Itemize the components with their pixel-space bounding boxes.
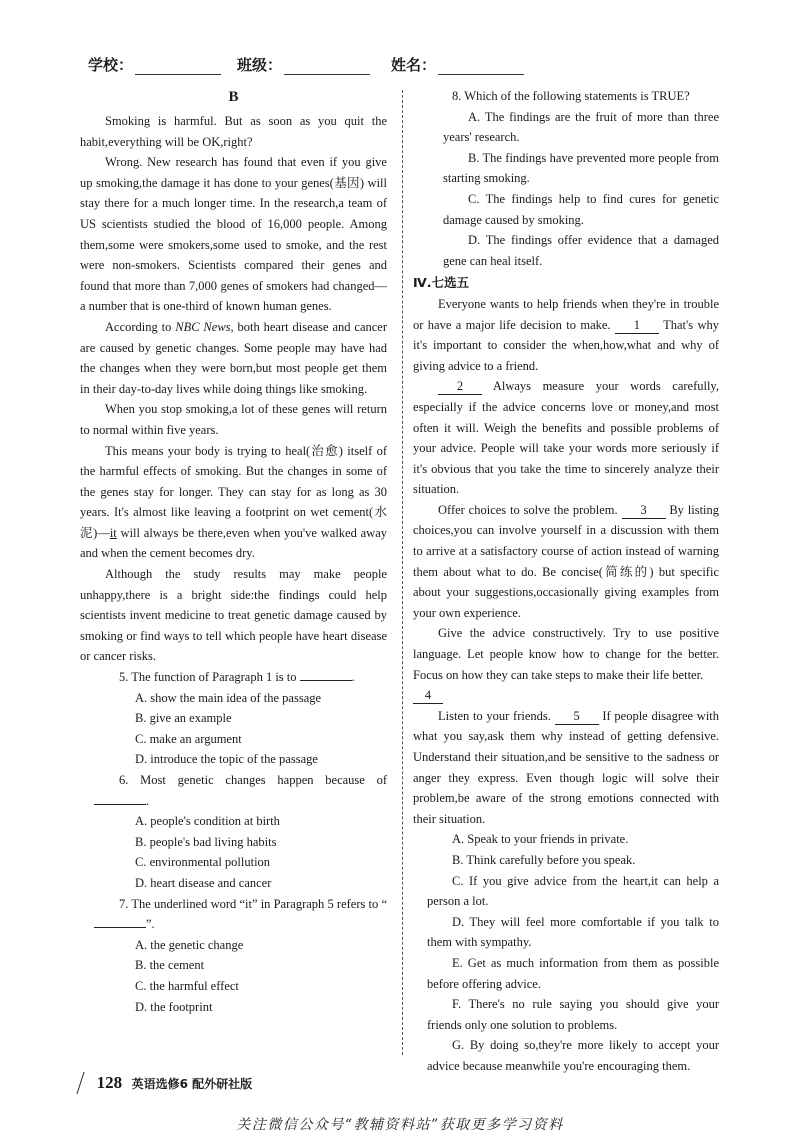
name-field [391, 54, 524, 75]
choice-d: D. They will feel more comfortable if you talk to them with sympathy. [427, 914, 719, 950]
news-source: NBC News [175, 319, 231, 334]
answer-blank [94, 915, 146, 928]
passage-paragraph-5 [80, 441, 387, 565]
passage-paragraph-1: Smoking is harmful. But as soon as you quit the habit,everything will be OK,right? [80, 114, 387, 149]
underlined-word-it: it [109, 525, 117, 540]
class-label: 班级： [237, 56, 283, 74]
option-a: A. show the main idea of the passage [135, 690, 322, 705]
school-label: 学校： [88, 56, 134, 74]
option-a: A. people's condition at birth [135, 814, 280, 829]
question-stem: 8. Which of the following statements is TRUE? [452, 89, 690, 103]
option-c: C. The findings help to find cures for genetic damage caused by smoking. [443, 191, 719, 227]
stem-tail: ”. [146, 917, 155, 932]
student-info-header [88, 54, 740, 78]
name-blank [438, 60, 524, 75]
stem-tail: . [351, 670, 355, 685]
answer-blank [300, 668, 352, 681]
option-c: C. make an argument [135, 731, 242, 746]
cloze-blank-1: 1 [615, 317, 659, 334]
choice-a: A. Speak to your friends in private. [452, 832, 629, 847]
cloze-paragraph-1 [413, 294, 719, 376]
option-d: D. the footprint [135, 999, 213, 1014]
option-b: B. the cement [135, 958, 205, 973]
book-title: 英语选修6 配外研社版 [131, 1076, 253, 1091]
cloze-blank-2: 2 [438, 378, 482, 395]
section-heading: Ⅳ.七选五 [413, 275, 469, 291]
class-blank [284, 60, 370, 75]
option-b: B. The findings have prevented more people from starting smoking. [443, 150, 719, 186]
p3-text-rest: By listing choices,you can involve yourself in a discussion with them to arrive at a satisfactory course of action instead of warning them about what to do. Be concise(简练的) but specific about your suggestions,occasionally giving examples from your own experience. [413, 502, 720, 620]
p5-text: This means your body is trying to heal(治愈) itself of the harmful effects of smoking. But the changes in some of the genes stay for longer. They can stay for as long as 30 years. It's almost like leaving a footprint on wet cement(水泥)— [80, 443, 387, 540]
page-number: 128 [96, 1073, 123, 1092]
cloze-blank-4: 4 [413, 687, 443, 704]
option-d: D. heart disease and cancer [135, 875, 272, 890]
choice-g: G. By doing so,they're more likely to accept your advice because meanwhile you're encouraging them. [427, 1038, 719, 1073]
stem-text: 5. The function of Paragraph 1 is to [119, 670, 297, 685]
option-c: C. the harmful effect [135, 978, 239, 993]
school-field [88, 54, 221, 75]
question-stem [80, 667, 387, 688]
option-d: D. introduce the topic of the passage [135, 752, 318, 767]
p4-text: Give the advice constructively. Try to use positive language. Let people know how to change for the better. Focus on how they can take steps to make their life better. [413, 626, 719, 682]
answer-blank [94, 792, 146, 805]
stem-text: 7. The underlined word “it” in Paragraph 5 refers to “ [119, 896, 387, 911]
question-5 [80, 667, 387, 770]
p5-text-rest: will always be there,even when you've walked away and when the cement becomes dry. [80, 525, 387, 561]
choice-c: C. If you give advice from the heart,it can help a person a lot. [427, 873, 719, 909]
p3-text-rest: , both heart disease and cancer are caused by genetic changes. Some people may have had the changes when they were born,but most people get them in their day-to-day lives while doing things like smoking. [80, 319, 387, 396]
right-column [413, 86, 719, 1077]
watermark-text: 关注微信公众号“教辅资料站”获取更多学习资料 [236, 1117, 564, 1133]
question-stem [80, 894, 387, 935]
choice-b: B. Think carefully before you speak. [452, 852, 636, 867]
choice-e: E. Get as much information from them as possible before offering advice. [427, 955, 719, 991]
p3-text: According to [105, 319, 176, 334]
question-6 [80, 770, 387, 894]
cloze-paragraph-5 [413, 706, 719, 830]
question-7 [80, 894, 387, 1018]
cloze-paragraph-4 [413, 623, 719, 685]
option-c: C. environmental pollution [135, 855, 271, 870]
school-blank [135, 60, 221, 75]
p5-text: Listen to your friends. [438, 708, 551, 723]
name-label: 姓名： [391, 56, 437, 74]
cloze-paragraph-3 [413, 500, 719, 624]
class-field [237, 54, 370, 75]
choice-f: F. There's no rule saying you should give your friends only one solution to problems. [427, 997, 719, 1032]
cloze-blank-3: 3 [622, 502, 666, 519]
column-divider [402, 90, 403, 1055]
stem-tail: . [146, 793, 150, 808]
passage-paragraph-6: Although the study results may make people unhappy,there is a bright side:the findings could help scientists invent medicine to treat genetic damage caused by smoking or find ways to tell which people have heart disease or cancer risks. [80, 567, 387, 664]
passage-paragraph-3 [80, 317, 387, 399]
option-d: D. The findings offer evidence that a damaged gene can heal itself. [443, 233, 719, 268]
p2-text: Always measure your words carefully, especially if the advice concerns love or money,and most often it will. Weigh the benefits and possible problems of your advice. People will take your words more seriously if it's obvious that you take the time to sincerely analyze their situation. [413, 379, 719, 497]
question-stem [80, 770, 387, 811]
left-column [80, 86, 387, 1017]
p1-text: Everyone wants to help friends when they're in trouble or have a major life decision to make. [413, 296, 719, 332]
option-b: B. give an example [135, 711, 232, 726]
p5-text-rest: If people disagree with what you say,ask them why instead of getting defensive. Understand their situation,and be sensitive to the sadness or anger they express. Even though logic will solve their problem,be aware of the strong emotions connected with their situation. [413, 708, 720, 826]
passage-paragraph-2: Wrong. New research has found that even if you give up smoking,the damage it has done to your genes(基因) will stay there for a much longer time. In the research,a team of US scientists studied the blood of 16,000 people. Among them,some were smokers,some used to smoke, and the rest were non-smokers. Scientists compared their genes and found that more than 7,000 genes of smokers had changed—a number that is one-third of known human genes. [80, 155, 387, 314]
stem-text: 6. Most genetic changes happen because of [119, 773, 387, 787]
question-8 [413, 86, 719, 271]
option-b: B. people's bad living habits [135, 834, 277, 849]
cloze-blank-4-line [413, 685, 719, 706]
passage-paragraph-4: When you stop smoking,a lot of these genes will return to normal within five years. [80, 402, 387, 437]
p1-text-rest: That's why it's important to consider the when,how,what and why of giving advice to a friend. [413, 317, 719, 373]
cloze-blank-5: 5 [555, 708, 599, 725]
section-title: B [228, 89, 239, 105]
choice-list [413, 829, 719, 1076]
cloze-paragraph-2 [413, 376, 719, 500]
option-a: A. the genetic change [135, 937, 244, 952]
page-footer [80, 1072, 252, 1096]
option-a: A. The findings are the fruit of more than three years' research. [443, 109, 719, 145]
slash-decoration [76, 1072, 94, 1094]
p3-text: Offer choices to solve the problem. [438, 502, 618, 517]
